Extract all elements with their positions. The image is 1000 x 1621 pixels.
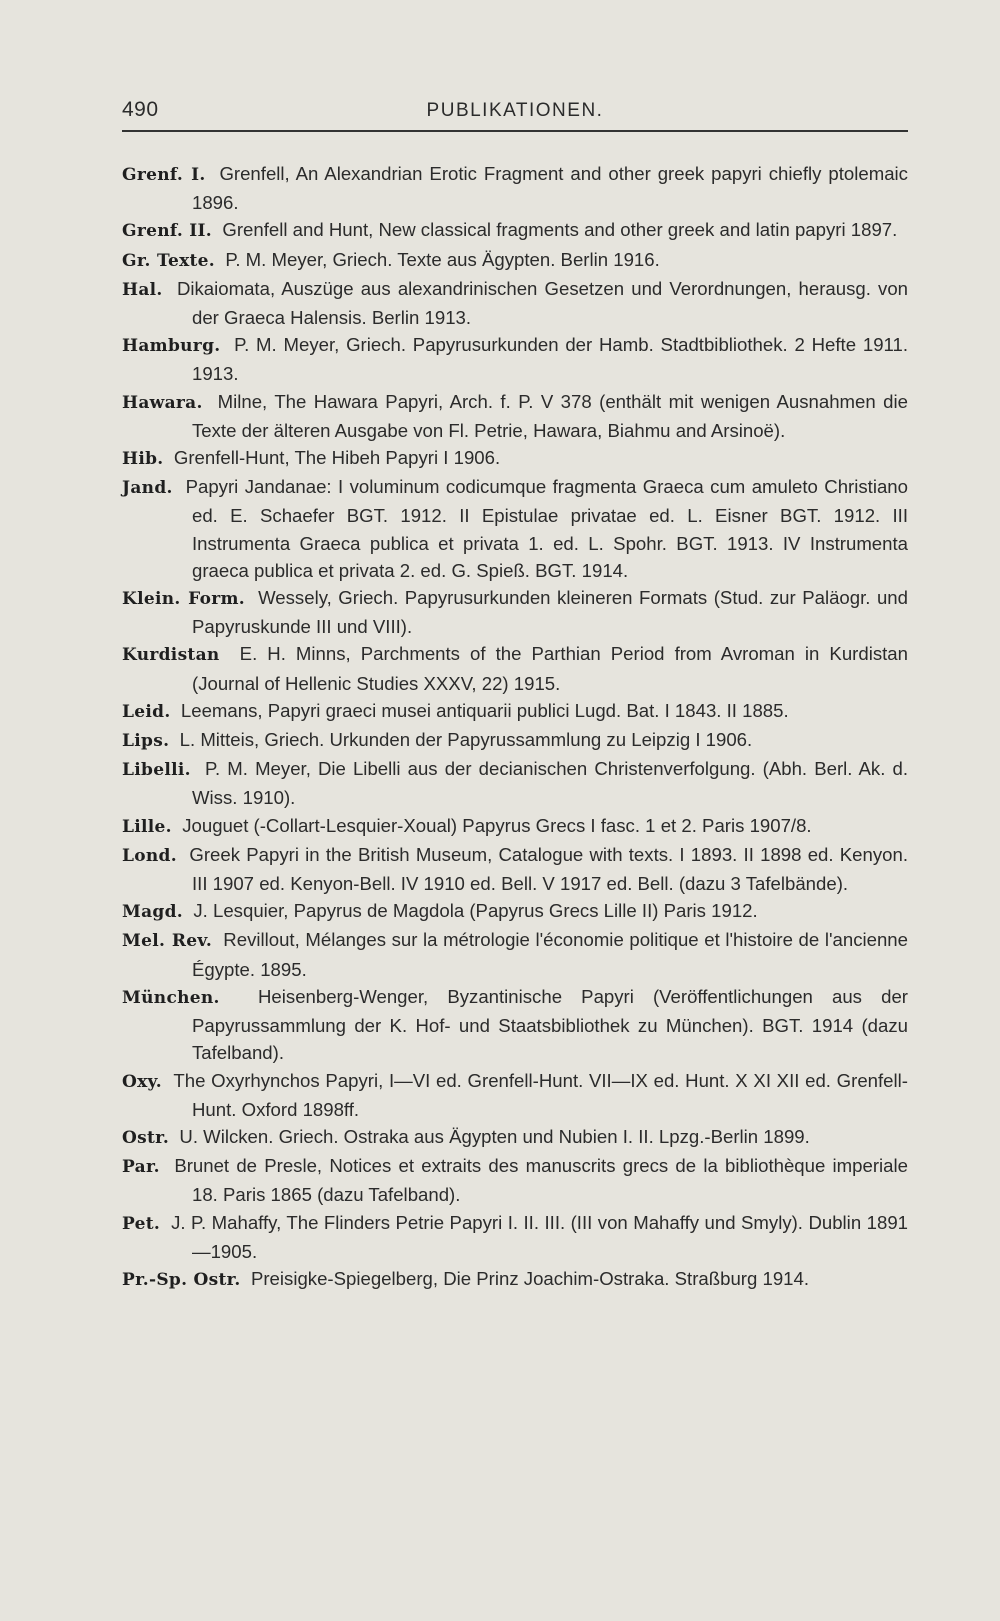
bibliography-entry	[122, 331, 908, 387]
entry-abbreviation: München.	[122, 987, 220, 1008]
bibliography-entry	[122, 897, 908, 926]
entry-abbreviation: Magd.	[122, 902, 184, 923]
bibliography-list	[122, 160, 908, 1294]
page-number: 490	[122, 98, 159, 121]
entry-text: Dikaiomata, Auszüge aus alexandrinischen Gesetzen und Verordnungen, herausg. von der Graeca Halensis. Berlin 1913.	[176, 277, 908, 329]
entry-text: J. Lesquier, Papyrus de Magdola (Papyrus Grecs Lille II) Paris 1912.	[193, 900, 758, 922]
entry-text: L. Mitteis, Griech. Urkunden der Papyrussammlung zu Leipzig I 1906.	[179, 729, 753, 751]
entry-text: Grenfell and Hunt, New classical fragments and other greek and latin papyri 1897.	[222, 219, 898, 241]
entry-abbreviation: Hamburg.	[122, 336, 221, 357]
entry-abbreviation: Lille.	[122, 816, 172, 837]
bibliography-entry	[122, 584, 908, 640]
entry-abbreviation: Lips.	[122, 731, 170, 752]
entry-text: P. M. Meyer, Griech. Texte aus Ägypten. Berlin 1916.	[225, 248, 660, 270]
entry-text: U. Wilcken. Griech. Ostraka aus Ägypten und Nubien I. II. Lpzg.-Berlin 1899.	[179, 1125, 810, 1147]
bibliography-entry	[122, 726, 908, 755]
bibliography-entry	[122, 246, 908, 275]
entry-text: Wessely, Griech. Papyrusurkunden kleineren Formats (Stud. zur Paläogr. und Papyruskunde III und VIII).	[192, 587, 908, 638]
entry-text: Revillout, Mélanges sur la métrologie l'économie politique et l'histoire de l'ancienne Égypte. 1895.	[192, 929, 908, 980]
bibliography-entry	[122, 841, 908, 897]
bibliography-entry	[122, 1209, 908, 1265]
entry-text: Milne, The Hawara Papyri, Arch. f. P. V 378 (enthält mit wenigen Ausnahmen die Texte der älteren Ausgabe von Fl. Petrie, Hawara, Biahmu and Arsinoë).	[192, 390, 908, 441]
entry-abbreviation: Hib.	[122, 449, 164, 470]
entry-abbreviation: Hawara.	[122, 392, 203, 413]
bibliography-entry	[122, 275, 908, 331]
bibliography-entry	[122, 640, 908, 696]
entry-text: J. P. Mahaffy, The Flinders Petrie Papyri I. II. III. (III von Mahaffy und Smyly). Dublin 1891—1905.	[171, 1211, 908, 1262]
entry-abbreviation: Gr. Texte.	[122, 250, 215, 271]
entry-text: Grenfell, An Alexandrian Erotic Fragment and other greek papyri chiefly ptolemaic 1896.	[192, 163, 908, 214]
entry-abbreviation: Leid.	[122, 701, 171, 722]
bibliography-entry	[122, 812, 908, 841]
bibliography-entry	[122, 755, 908, 811]
entry-abbreviation: Par.	[122, 1157, 160, 1178]
entry-abbreviation: Klein. Form.	[122, 589, 246, 610]
entry-text: P. M. Meyer, Die Libelli aus der decianischen Christenverfolgung. (Abh. Berl. Ak. d. Wiss. 1910).	[192, 758, 908, 809]
entry-text: Jouguet (-Collart-Lesquier-Xoual) Papyrus Grecs I fasc. 1 et 2. Paris 1907/8.	[182, 814, 812, 836]
entry-abbreviation: Pet.	[122, 1213, 161, 1234]
entry-text: E. H. Minns, Parchments of the Parthian Period from Avroman in Kurdistan (Journal of Hellenic Studies XXXV, 22) 1915.	[192, 643, 908, 694]
bibliography-entry	[122, 160, 908, 216]
entry-abbreviation: Kurdistan	[122, 645, 220, 666]
entry-abbreviation: Hal.	[122, 279, 163, 300]
entry-abbreviation: Grenf. II.	[122, 221, 213, 242]
entry-abbreviation: Mel. Rev.	[122, 931, 213, 952]
entry-abbreviation: Oxy.	[122, 1071, 162, 1092]
bibliography-entry	[122, 444, 908, 473]
bibliography-entry	[122, 388, 908, 444]
bibliography-entry	[122, 1265, 908, 1294]
bibliography-entry	[122, 697, 908, 726]
entry-text: Papyri Jandanae: I voluminum codicumque fragmenta Graeca cum amuleto Christiano ed. E. Schaefer BGT. 1912. II Epistulae privatae ed. L. Eisner BGT. 1912. III Instrumenta Graeca publica et privata 1. ed. L. Spohr. BGT. 1913. IV Instrumenta graeca publica et privata 2. ed. G. Spieß. BGT. 1914.	[185, 476, 908, 581]
entry-text: Grenfell-Hunt, The Hibeh Papyri I 1906.	[173, 447, 501, 469]
bibliography-entry	[122, 1152, 908, 1208]
entry-text: P. M. Meyer, Griech. Papyrusurkunden der Hamb. Stadtbibliothek. 2 Hefte 1911. 1913.	[192, 334, 908, 385]
bibliography-entry	[122, 216, 908, 245]
bibliography-entry	[122, 1067, 908, 1123]
entry-abbreviation: Jand.	[122, 478, 173, 499]
page-header	[122, 98, 908, 128]
bibliography-entry	[122, 1123, 908, 1152]
entry-text: Greek Papyri in the British Museum, Catalogue with texts. I 1893. II 1898 ed. Kenyon. III 1907 ed. Kenyon-Bell. IV 1910 ed. Bell. V 1917 ed. Bell. (dazu 3 Tafelbände).	[189, 843, 908, 895]
entry-abbreviation: Pr.-Sp. Ostr.	[122, 1269, 241, 1290]
running-title: PUBLIKATIONEN.	[426, 100, 604, 121]
entry-abbreviation: Ostr.	[122, 1127, 170, 1148]
entry-text: Preisigke-Spiegelberg, Die Prinz Joachim-Ostraka. Straßburg 1914.	[250, 1267, 810, 1289]
entry-abbreviation: Libelli.	[122, 760, 191, 781]
entry-abbreviation: Lond.	[122, 845, 177, 866]
entry-abbreviation: Grenf. I.	[122, 165, 206, 185]
bibliography-entry	[122, 473, 908, 584]
entry-text: Brunet de Presle, Notices et extraits des manuscrits grecs de la bibliothèque imperiale 18. Paris 1865 (dazu Tafelband).	[174, 1155, 908, 1206]
entry-text: Leemans, Papyri graeci musei antiquarii publici Lugd. Bat. I 1843. II 1885.	[180, 699, 789, 721]
bibliography-entry	[122, 983, 908, 1067]
bibliography-entry	[122, 926, 908, 982]
entry-text: The Oxyrhynchos Papyri, I—VI ed. Grenfell-Hunt. VII—IX ed. Hunt. X XI XII ed. Grenfell-Hunt. Oxford 1898ff.	[173, 1069, 908, 1120]
header-rule	[122, 130, 908, 132]
entry-text: Heisenberg-Wenger, Byzantinische Papyri (Veröffentlichungen aus der Papyrussammlung der K. Hof- und Staatsbibliothek zu München). BGT. 1914 (dazu Tafelband).	[192, 985, 908, 1064]
